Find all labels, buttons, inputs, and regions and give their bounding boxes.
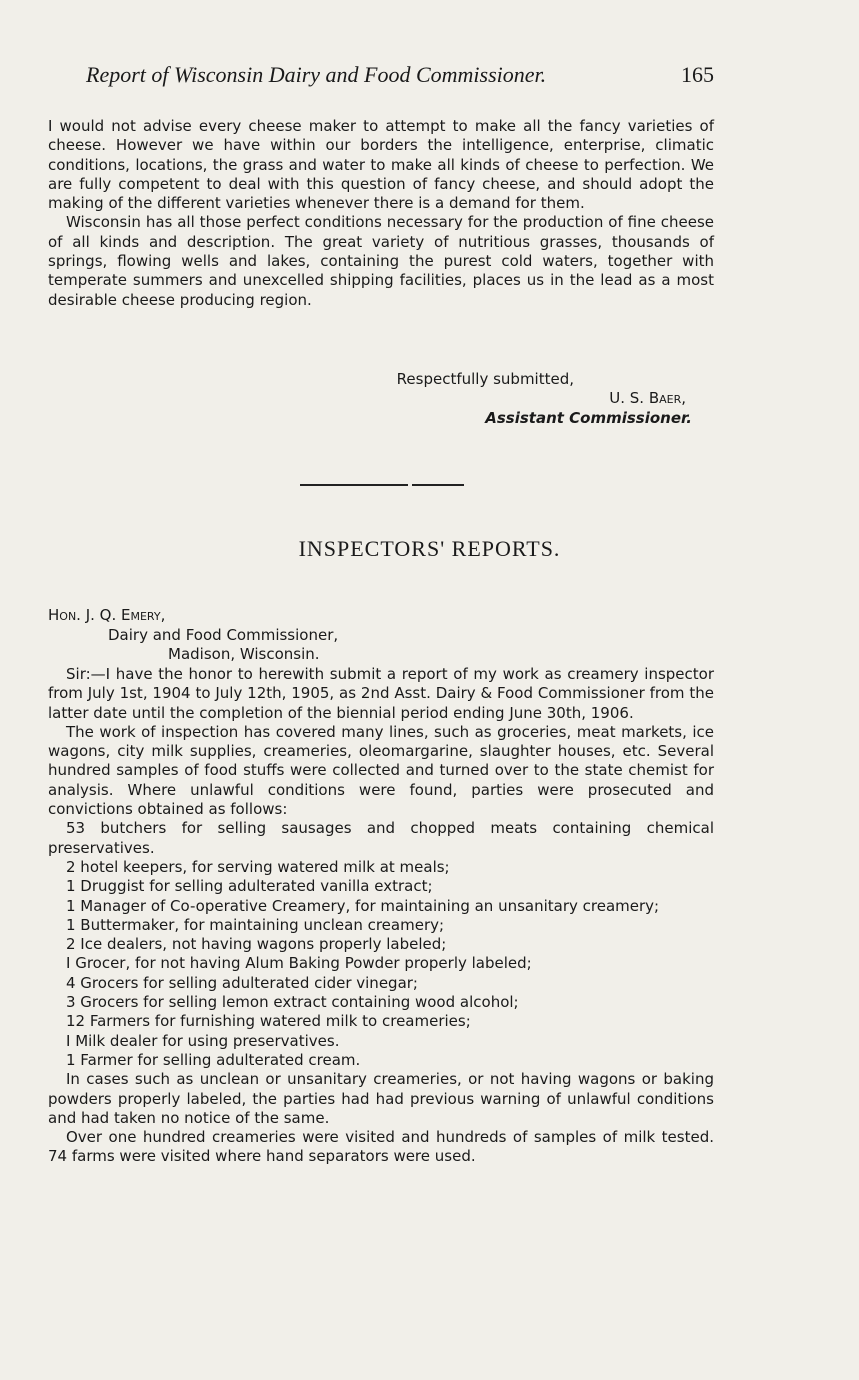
conviction-item: 1 Druggist for selling adulterated vanilla extract;: [66, 877, 433, 896]
conviction-item: 1 Buttermaker, for maintaining unclean creamery;: [66, 915, 445, 934]
conviction-item: 1 Manager of Co-operative Creamery, for maintaining an unsanitary creamery;: [66, 896, 660, 915]
paragraph-prior-warnings: In cases such as unclean or unsanitary creameries, or not having wagons or baking powders properly labeled, the parties had had previous warning of unlawful conditions and had taken no notice of the same.: [48, 1070, 714, 1127]
running-header: [86, 60, 714, 90]
conviction-item: I Milk dealer for using preservatives.: [66, 1031, 340, 1050]
conviction-item: I Grocer, for not having Alum Baking Powder properly labeled;: [66, 954, 532, 973]
conviction-item: 1 Farmer for selling adulterated cream.: [66, 1050, 361, 1069]
conviction-item: 2 Ice dealers, not having wagons properly labeled;: [66, 935, 447, 954]
closing-line: Respectfully submitted,: [396, 370, 574, 388]
conviction-item: 53 butchers for selling sausages and chopped meats containing chemical preservatives.: [48, 819, 714, 857]
addressee-title: Dairy and Food Commissioner,: [108, 626, 339, 644]
paragraph-wisconsin-conditions: Wisconsin has all those perfect conditions necessary for the production of fine cheese of all kinds and description. The great variety of nutritious grasses, thousands of springs, flowing wells and lakes, containing the purest cold waters, together with temperate summers and unexcelled shipping facilities, places us in the lead as a most desirable cheese producing region.: [48, 213, 714, 309]
paragraph-fancy-cheese: I would not advise every cheese maker to attempt to make all the fancy varieties of cheese. However we have within our borders the intelligence, enterprise, climatic conditions, locations, the grass and water to make all kinds of cheese to perfection. We are fully competent to deal with this question of fancy cheese, and should adopt the making of the different varieties whenever there is a demand for them.: [48, 117, 714, 213]
running-title: Report of Wisconsin Dairy and Food Commissioner.: [86, 62, 547, 87]
inspector-letter-body: [48, 665, 714, 1167]
conviction-item: 4 Grocers for selling adulterated cider vinegar;: [66, 973, 418, 992]
signer-title: Assistant Commissioner.: [485, 409, 692, 427]
paragraph-creamery-visits: Over one hundred creameries were visited and hundreds of samples of milk tested. 74 farms were visited where hand separators were used.: [48, 1128, 714, 1166]
commissioner-text: [48, 117, 714, 310]
conviction-item: 3 Grocers for selling lemon extract containing wood alcohol;: [66, 993, 519, 1012]
paragraph-introduction: Sir:—I have the honor to herewith submit a report of my work as creamery inspector from July 1st, 1904 to July 12th, 1905, as 2nd Asst. Dairy & Food Commissioner from the latter date until the completion of the biennial period ending June 30th, 1906.: [48, 665, 714, 722]
salutation-name: Hon. J. Q. Emery,: [48, 606, 166, 624]
paragraph-inspection-work: The work of inspection has covered many lines, such as groceries, meat markets, ice wagons, city milk supplies, creameries, oleomargarine, slaughter houses, etc. Several hundred samples of food stuffs were collected and turned over to the state chemist for analysis. Where unlawful conditions were found, parties were prosecuted and convictions obtained as follows:: [48, 722, 714, 819]
conviction-item: 2 hotel keepers, for serving watered milk at meals;: [66, 857, 450, 876]
page-number: 165: [681, 62, 714, 87]
section-divider: [300, 484, 466, 486]
signer-name: U. S. Baer,: [609, 389, 686, 407]
convictions-list: [48, 819, 714, 1070]
addressee-place: Madison, Wisconsin.: [168, 645, 320, 663]
section-title: INSPECTORS' REPORTS.: [298, 536, 561, 561]
signature-block: [48, 370, 714, 440]
conviction-item: 12 Farmers for furnishing watered milk to creameries;: [66, 1012, 471, 1031]
